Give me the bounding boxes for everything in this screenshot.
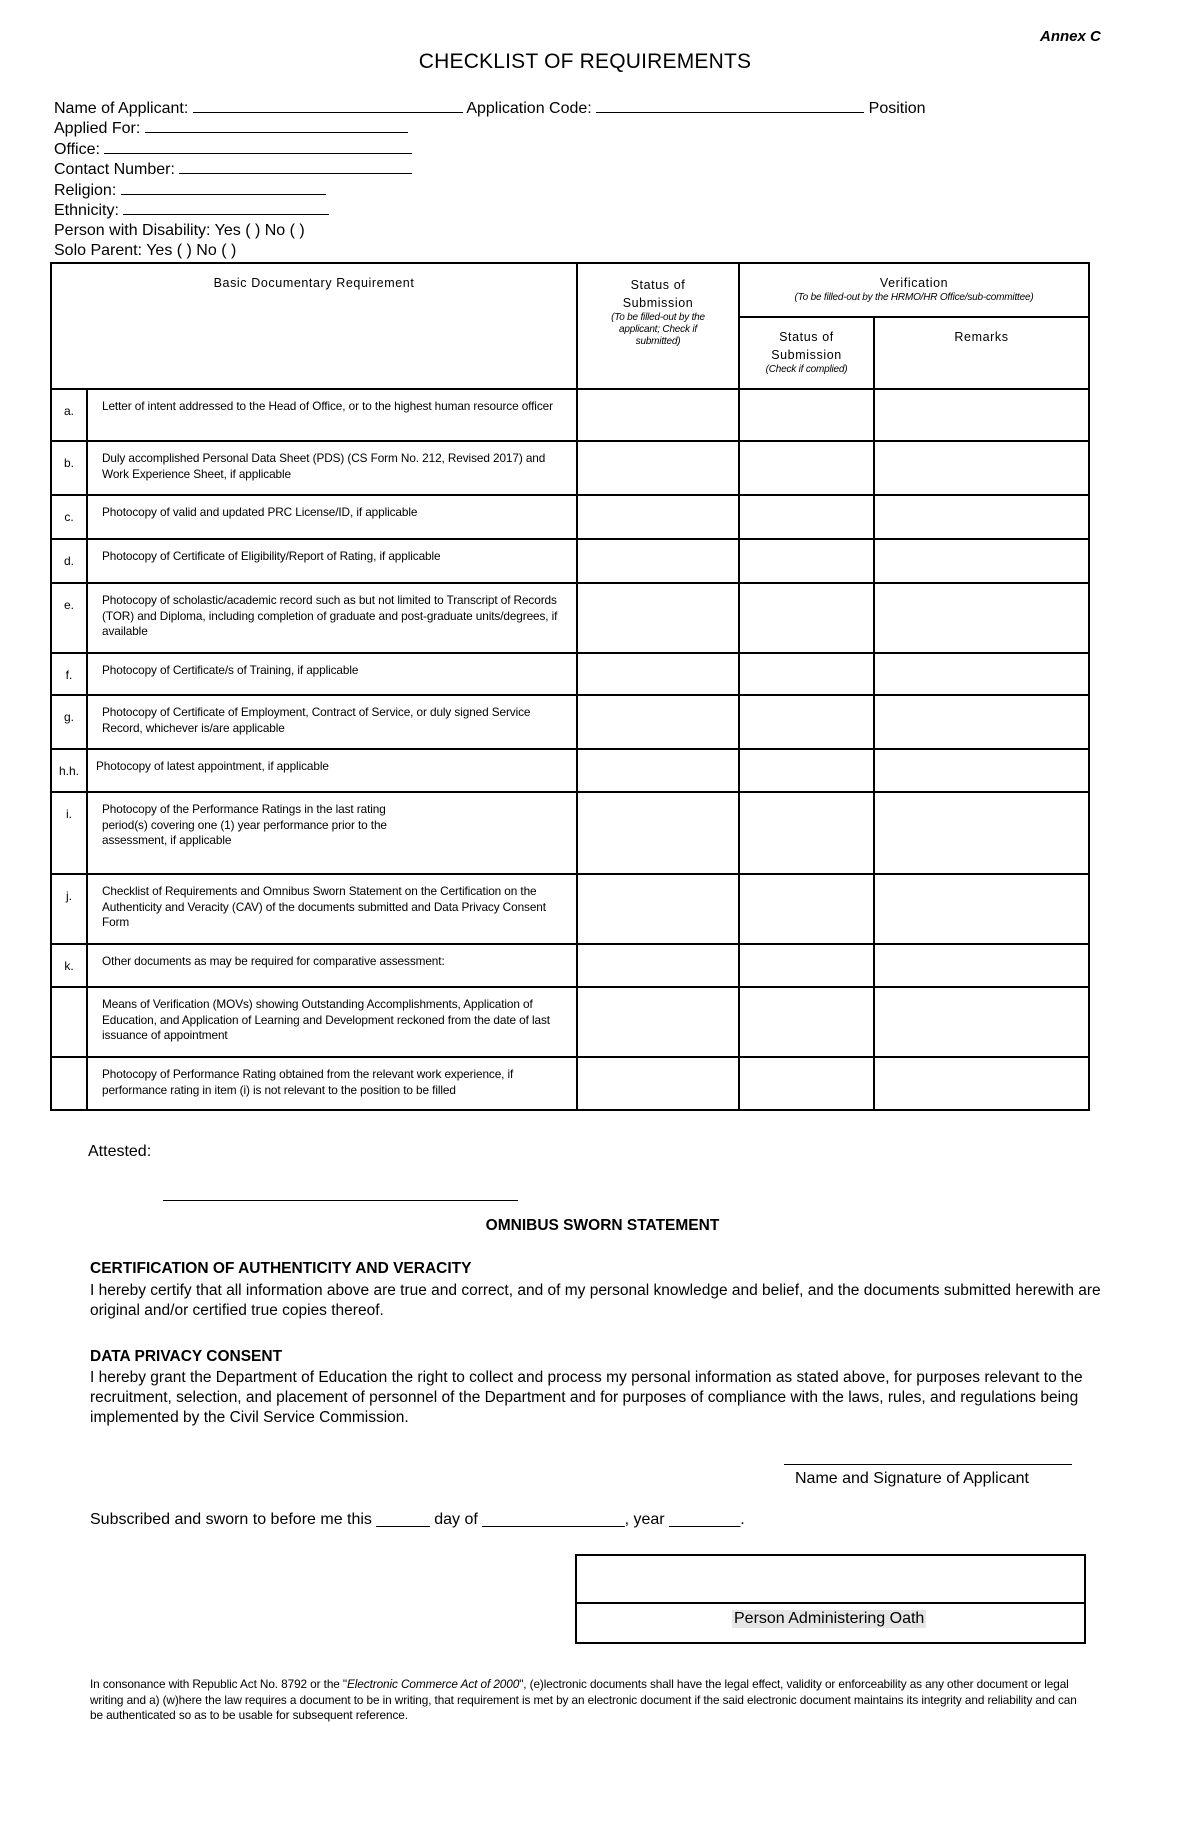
- oath-label: Person Administering Oath: [734, 1610, 925, 1627]
- status-cell[interactable]: [577, 539, 739, 583]
- status-cell[interactable]: [577, 987, 739, 1057]
- remarks-cell[interactable]: [874, 792, 1089, 874]
- row-requirement: Photocopy of Certificate of Employment, Contract of Service, or duly signed Service Record, whichever is/are applicable: [87, 695, 577, 749]
- verification-status-cell[interactable]: [739, 539, 874, 583]
- oath-box: [575, 1554, 1086, 1644]
- table-row: [51, 749, 1089, 792]
- row-letter: c.: [51, 495, 87, 539]
- row-requirement: Photocopy of the Performance Ratings in the last rating period(s) covering one (1) year performance prior to the assessment, if applicable: [87, 792, 577, 874]
- status-cell[interactable]: [577, 441, 739, 495]
- ethnicity-label: Ethnicity:: [54, 202, 119, 219]
- status-cell[interactable]: [577, 389, 739, 441]
- signature-label: Name and Signature of Applicant: [795, 1470, 1029, 1487]
- verification-status-cell[interactable]: [739, 653, 874, 695]
- status-header-note: (To be filled-out by the applicant; Check if submitted): [611, 312, 705, 347]
- status-cell[interactable]: [577, 653, 739, 695]
- requirement-header: Basic Documentary Requirement: [51, 263, 577, 389]
- status-cell[interactable]: [577, 1057, 739, 1110]
- row-letter: [51, 1057, 87, 1110]
- remarks-cell[interactable]: [874, 389, 1089, 441]
- table-row: [51, 441, 1089, 495]
- verification-status-cell[interactable]: [739, 695, 874, 749]
- verification-header-title: Verification: [879, 276, 949, 290]
- verification-status-header: [739, 317, 874, 389]
- verification-status-cell[interactable]: [739, 987, 874, 1057]
- remarks-cell[interactable]: [874, 583, 1089, 653]
- religion-field[interactable]: [121, 180, 326, 195]
- row-requirement: Letter of intent addressed to the Head of Office, or to the highest human resource officer: [87, 389, 577, 441]
- requirements-table: [50, 262, 1090, 1111]
- religion-label: Religion:: [54, 182, 117, 199]
- table-row: [51, 874, 1089, 944]
- table-row: [51, 695, 1089, 749]
- table-row: [51, 653, 1089, 695]
- status-cell[interactable]: [577, 792, 739, 874]
- verification-header-note: (To be filled-out by the HRMO/HR Office/sub-committee): [794, 292, 1034, 303]
- status-cell[interactable]: [577, 749, 739, 792]
- footnote-act: Electronic Commerce Act of 2000: [347, 1677, 520, 1691]
- verification-status-cell[interactable]: [739, 1057, 874, 1110]
- remarks-cell[interactable]: [874, 695, 1089, 749]
- table-row: [51, 792, 1089, 874]
- remarks-cell[interactable]: [874, 987, 1089, 1057]
- status-cell[interactable]: [577, 944, 739, 987]
- footnote-prefix: In consonance with Republic Act No. 8792 or the ": [90, 1677, 348, 1691]
- contact-field[interactable]: [179, 159, 412, 174]
- status-header: [577, 263, 739, 389]
- remarks-cell[interactable]: [874, 944, 1089, 987]
- cav-title: CERTIFICATION OF AUTHENTICITY AND VERACITY: [90, 1260, 472, 1277]
- position-label: Position: [868, 100, 926, 117]
- row-requirement: Photocopy of Performance Rating obtained from the relevant work experience, if performance rating in item (i) is not relevant to the position to be filled: [87, 1057, 577, 1110]
- row-requirement: Checklist of Requirements and Omnibus Sworn Statement on the Certification on the Authenticity and Veracity (CAV) of the documents submitted and Data Privacy Consent Form: [87, 874, 577, 944]
- solo-parent-line[interactable]: Solo Parent: Yes ( ) No ( ): [54, 242, 237, 259]
- row-requirement: Means of Verification (MOVs) showing Outstanding Accomplishments, Application of Education, and Application of Learning and Development reckoned from the date of last issuance of appointment: [87, 987, 577, 1057]
- annex-label: Annex C: [1040, 28, 1101, 45]
- row-letter: j.: [51, 874, 87, 944]
- remarks-cell[interactable]: [874, 874, 1089, 944]
- table-row: [51, 539, 1089, 583]
- status-cell[interactable]: [577, 695, 739, 749]
- row-letter: f.: [51, 653, 87, 695]
- verification-status-cell[interactable]: [739, 389, 874, 441]
- row-letter: i.: [51, 792, 87, 874]
- application-code-label: Application Code:: [466, 100, 592, 117]
- applicant-signature-line[interactable]: [784, 1464, 1072, 1465]
- applied-for-line: [54, 118, 408, 138]
- table-row: [51, 987, 1089, 1057]
- office-label: Office:: [54, 141, 100, 158]
- table-row: [51, 1057, 1089, 1110]
- table-row: [51, 583, 1089, 653]
- table-row: [51, 944, 1089, 987]
- remarks-header: Remarks: [874, 317, 1089, 389]
- row-requirement: Photocopy of Certificate of Eligibility/Report of Rating, if applicable: [87, 539, 577, 583]
- oath-divider: [577, 1602, 1084, 1604]
- contact-label: Contact Number:: [54, 161, 175, 178]
- applied-for-field[interactable]: [145, 118, 408, 133]
- applied-for-label: Applied For:: [54, 120, 141, 137]
- table-row: [51, 495, 1089, 539]
- row-letter: a.: [51, 389, 87, 441]
- applicant-info-line-1: [54, 98, 926, 118]
- remarks-cell[interactable]: [874, 441, 1089, 495]
- verification-status-cell[interactable]: [739, 749, 874, 792]
- attested-label: Attested:: [88, 1143, 152, 1160]
- office-field[interactable]: [104, 139, 412, 154]
- status-cell[interactable]: [577, 583, 739, 653]
- verification-status-note: (Check if complied): [765, 364, 848, 375]
- omnibus-title: OMNIBUS SWORN STATEMENT: [485, 1217, 720, 1234]
- verification-status-cell[interactable]: [739, 944, 874, 987]
- attested-signature-line[interactable]: [163, 1200, 518, 1201]
- office-line: [54, 139, 412, 159]
- ethnicity-field[interactable]: [123, 200, 329, 215]
- verification-status-title: Status of Submission: [771, 330, 842, 362]
- remarks-cell[interactable]: [874, 495, 1089, 539]
- name-field[interactable]: [193, 98, 463, 113]
- privacy-title: DATA PRIVACY CONSENT: [90, 1348, 283, 1365]
- row-letter: d.: [51, 539, 87, 583]
- verification-status-cell[interactable]: [739, 441, 874, 495]
- name-label: Name of Applicant:: [54, 100, 189, 117]
- verification-status-cell[interactable]: [739, 583, 874, 653]
- verification-status-cell[interactable]: [739, 792, 874, 874]
- status-cell[interactable]: [577, 874, 739, 944]
- pwd-line[interactable]: Person with Disability: Yes ( ) No ( ): [54, 222, 305, 239]
- footnote-rest: ", (e)lectronic documents shall have the legal effect, validity or enforceability as any other document or legal writing and a) (w)here the law requires a document to be in writing, that requirement is met by an electronic document if the said electronic document maintains its integrity and reliability and can be authenticated so as to be usable for subsequent reference.: [90, 1677, 1077, 1722]
- remarks-cell[interactable]: [874, 653, 1089, 695]
- status-cell[interactable]: [577, 495, 739, 539]
- row-requirement: Photocopy of scholastic/academic record such as but not limited to Transcript of Records (TOR) and Diploma, including completion of graduate and post-graduate units/degrees, if available: [87, 583, 577, 653]
- remarks-cell[interactable]: [874, 1057, 1089, 1110]
- verification-status-cell[interactable]: [739, 495, 874, 539]
- status-header-title: Status of Submission: [622, 278, 694, 310]
- sworn-statement: Subscribed and sworn to before me this ______ day of ________________, year ________.: [90, 1511, 745, 1528]
- religion-line: [54, 180, 326, 200]
- remarks-cell[interactable]: [874, 539, 1089, 583]
- row-letter: b.: [51, 441, 87, 495]
- verification-header: [739, 263, 1089, 317]
- application-code-field[interactable]: [596, 98, 864, 113]
- row-letter: g.: [51, 695, 87, 749]
- footnote: [90, 1677, 1090, 1724]
- row-letter: [51, 987, 87, 1057]
- verification-status-cell[interactable]: [739, 874, 874, 944]
- row-letter: h.h.: [51, 749, 87, 792]
- table-row: [51, 389, 1089, 441]
- privacy-text: I hereby grant the Department of Education the right to collect and process my personal information as stated above, for purposes relevant to the recruitment, selection, and placement of personnel of the Department and for purposes of compliance with the laws, rules, and regulations being implemented by the Civil Service Commission.: [90, 1369, 1083, 1426]
- cav-text: I hereby certify that all information above are true and correct, and of my personal knowledge and belief, and the documents submitted herewith are original and/or certified true copies thereof.: [90, 1282, 1101, 1319]
- remarks-cell[interactable]: [874, 749, 1089, 792]
- ethnicity-line: [54, 200, 329, 220]
- row-requirement: Other documents as may be required for comparative assessment:: [87, 944, 577, 987]
- row-requirement: Photocopy of Certificate/s of Training, if applicable: [87, 653, 577, 695]
- row-letter: k.: [51, 944, 87, 987]
- contact-line: [54, 159, 412, 179]
- row-letter: e.: [51, 583, 87, 653]
- row-requirement: Photocopy of valid and updated PRC License/ID, if applicable: [87, 495, 577, 539]
- row-requirement: Photocopy of latest appointment, if applicable: [87, 749, 577, 792]
- row-requirement: Duly accomplished Personal Data Sheet (PDS) (CS Form No. 212, Revised 2017) and Work Experience Sheet, if applicable: [87, 441, 577, 495]
- page-title: CHECKLIST OF REQUIREMENTS: [418, 50, 752, 73]
